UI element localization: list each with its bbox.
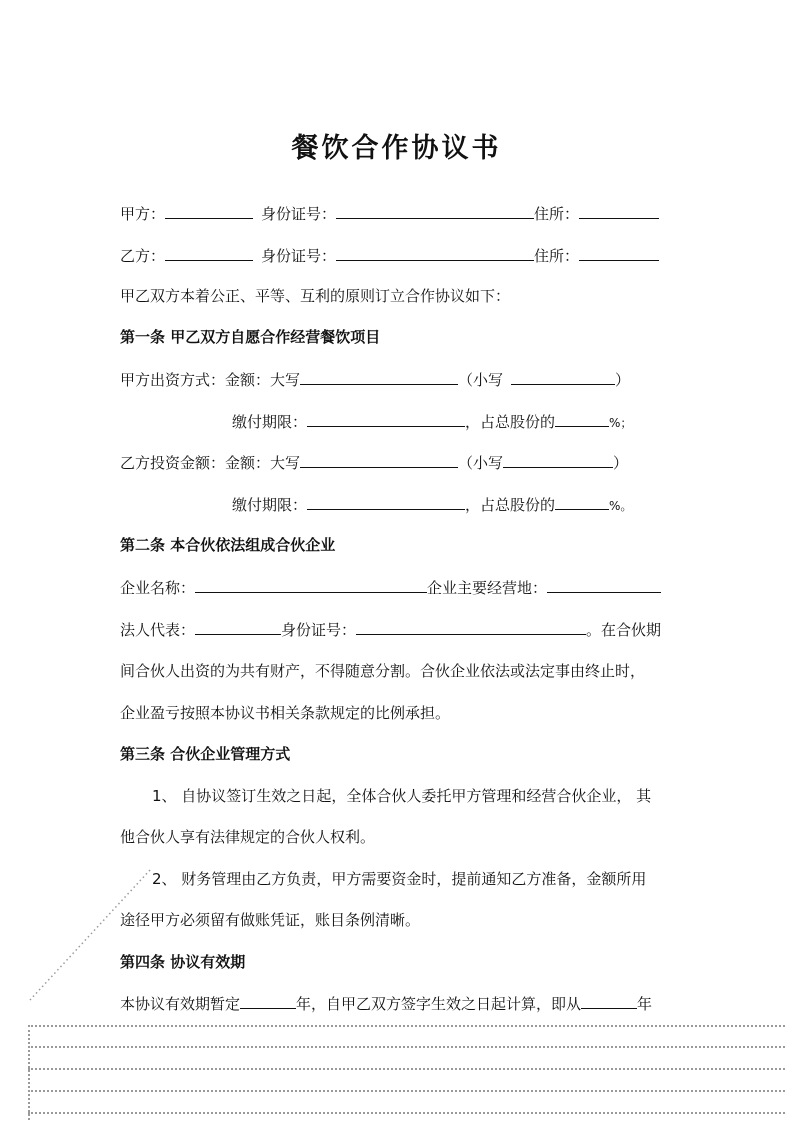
enterprise-name-label: 企业名称： (120, 579, 196, 597)
party-b-invest-label: 乙方投资金额：金额：大写 (120, 454, 301, 472)
dotted-guide-line-2 (28, 1046, 785, 1048)
document-title: 餐饮合作协议书 (291, 133, 502, 164)
party-b-share-label: ，占总股份的 (465, 496, 556, 514)
party-a-id-label: 身份证号： (261, 205, 337, 223)
party-b-label: 乙方： (120, 247, 166, 265)
party-a-close-paren: ） (615, 371, 631, 389)
legal-rep-id-label: 身份证号： (281, 621, 357, 639)
party-b-id-label: 身份证号： (261, 247, 337, 265)
dotted-guide-vertical (28, 1025, 30, 1120)
party-a-small-label: （小写 (458, 371, 504, 389)
validity-prefix: 本协议有效期暂定 (120, 995, 241, 1013)
dotted-guide-line-3 (28, 1068, 785, 1070)
article-2-heading: 第二条 本合伙依法组成合伙企业 (120, 536, 336, 554)
party-a-address-label: 住所： (534, 205, 580, 223)
dotted-guide-line-4 (28, 1090, 785, 1092)
party-b-close-paren: ） (613, 454, 629, 472)
enterprise-place-label: 企业主要经营地： (427, 579, 548, 597)
party-b-percent: %。 (609, 499, 633, 513)
party-b-small-label: （小写 (458, 454, 504, 472)
party-a-share-label: ，占总股份的 (465, 413, 556, 431)
dotted-guide-line-5 (28, 1112, 785, 1114)
article-3-item-1-line-2: 他合伙人享有法律规定的合伙人权利。 (120, 828, 376, 846)
party-a-label: 甲方： (120, 205, 166, 223)
article-3-heading: 第三条 合伙企业管理方式 (120, 745, 291, 763)
article-2-paragraph-2: 间合伙人出资的为共有财产，不得随意分割。合伙企业依法或法定事由终止时， (120, 662, 646, 680)
legal-rep-tail: 。在合伙期 (586, 621, 662, 639)
party-a-invest-label: 甲方出资方式：金额：大写 (120, 371, 301, 389)
validity-middle: 年，自甲乙双方签字生效之日起计算，即从 (296, 995, 582, 1013)
party-a-pay-label: 缴付期限： (232, 413, 308, 431)
article-4-heading: 第四条 协议有效期 (120, 953, 246, 971)
article-3-item-1-line-1: 1、 自协议签订生效之日起，全体合伙人委托甲方管理和经营合伙企业， 其 (152, 787, 652, 805)
article-3-item-2-line-1: 2、 财务管理由乙方负责，甲方需要资金时，提前通知乙方准备，金额所用 (152, 870, 647, 888)
party-b-address-label: 住所： (534, 247, 580, 265)
intro-paragraph: 甲乙双方本着公正、平等、互利的原则订立合作协议如下： (120, 287, 511, 305)
party-b-pay-label: 缴付期限： (232, 496, 308, 514)
party-a-percent: %； (609, 416, 633, 430)
legal-rep-label: 法人代表： (120, 621, 196, 639)
article-2-paragraph-3: 企业盈亏按照本协议书相关条款规定的比例承担。 (120, 704, 451, 722)
validity-year-suffix: 年 (637, 995, 653, 1013)
article-3-item-2-line-2: 途径甲方必须留有做账凭证，账目条例清晰。 (120, 911, 421, 929)
dotted-guide-line-1 (28, 1025, 785, 1027)
article-1-heading: 第一条 甲乙双方自愿合作经营餐饮项目 (120, 328, 381, 346)
